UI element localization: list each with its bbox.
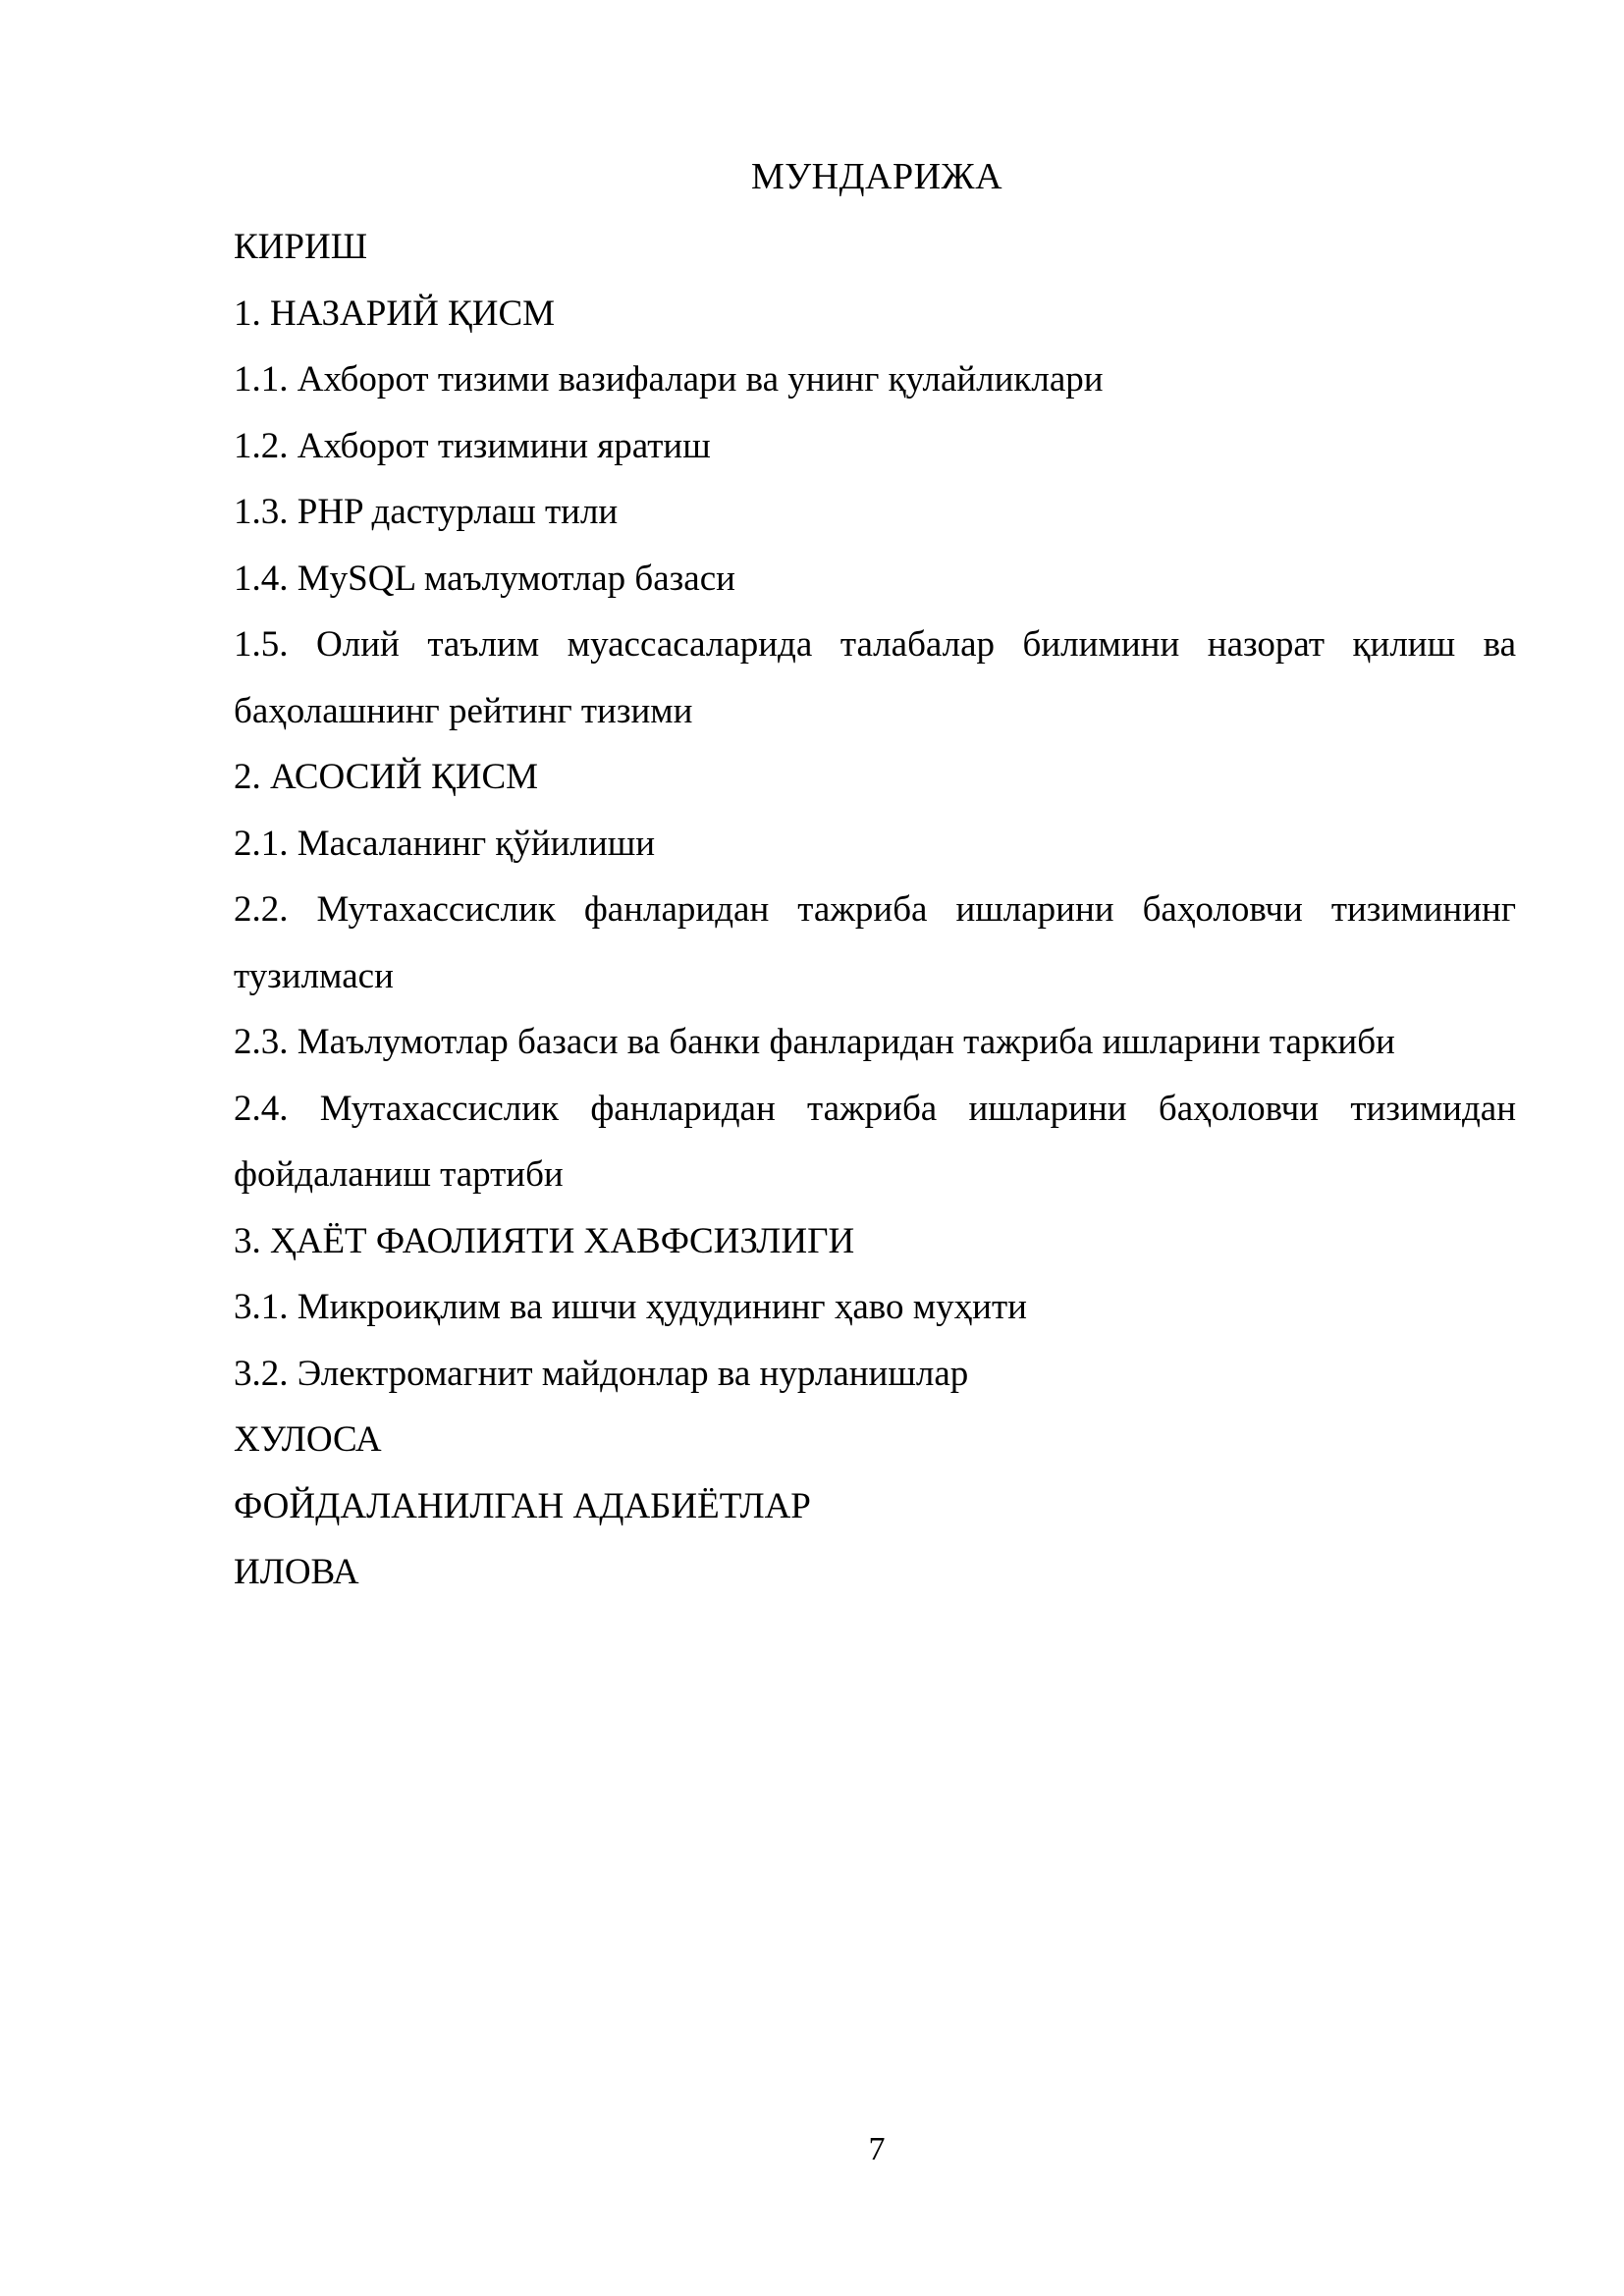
- toc-item-2-4: 2.4. Мутахассислик фанларидан тажриба ишларини баҳоловчи тизимидан фойдаланиш тартиби: [234, 1088, 1516, 1195]
- page-number: 7: [868, 2131, 886, 2167]
- toc-title: МУНДАРИЖА: [750, 156, 1003, 197]
- toc-item-3-2: 3.2. Электромагнит майдонлар ва нурланишлар: [234, 1353, 969, 1394]
- toc-item-references: ФОЙДАЛАНИЛГАН АДАБИЁТЛАР: [234, 1485, 811, 1526]
- toc-item-2-1: 2.1. Масаланинг қўйилиши: [234, 823, 656, 864]
- table-of-contents: [234, 214, 1516, 1606]
- toc-item-1-1: 1.1. Ахборот тизими вазифалари ва унинг қулайликлари: [234, 359, 1104, 400]
- toc-item-appendix: ИЛОВА: [234, 1552, 359, 1592]
- toc-item-2-3: 2.3. Маълумотлар базаси ва банки фанларидан тажриба ишларини таркиби: [234, 1022, 1395, 1062]
- toc-item-chapter-1: 1. НАЗАРИЙ ҚИСМ: [234, 293, 556, 334]
- toc-item-3-1: 3.1. Микроиқлим ва ишчи ҳудудининг ҳаво муҳити: [234, 1287, 1027, 1327]
- toc-item-1-3: 1.3. PHP дастурлаш тили: [234, 492, 619, 532]
- toc-item-chapter-3: 3. ҲАЁТ ФАОЛИЯТИ ХАВФСИЗЛИГИ: [234, 1220, 855, 1261]
- toc-item-introduction: КИРИШ: [234, 227, 368, 267]
- toc-item-chapter-2: 2. АСОСИЙ ҚИСМ: [234, 757, 539, 797]
- toc-item-1-5: 1.5. Олий таълим муассасаларида талабалар билимини назорат қилиш ва баҳолашнинг рейтинг тизими: [234, 624, 1516, 731]
- toc-item-1-4: 1.4. MySQL маълумотлар базаси: [234, 558, 735, 599]
- toc-item-conclusion: ХУЛОСА: [234, 1419, 382, 1460]
- toc-item-1-2: 1.2. Ахборот тизимини яратиш: [234, 425, 711, 466]
- toc-item-2-2: 2.2. Мутахассислик фанларидан тажриба ишларини баҳоловчи тизимининг тузилмаси: [234, 889, 1516, 996]
